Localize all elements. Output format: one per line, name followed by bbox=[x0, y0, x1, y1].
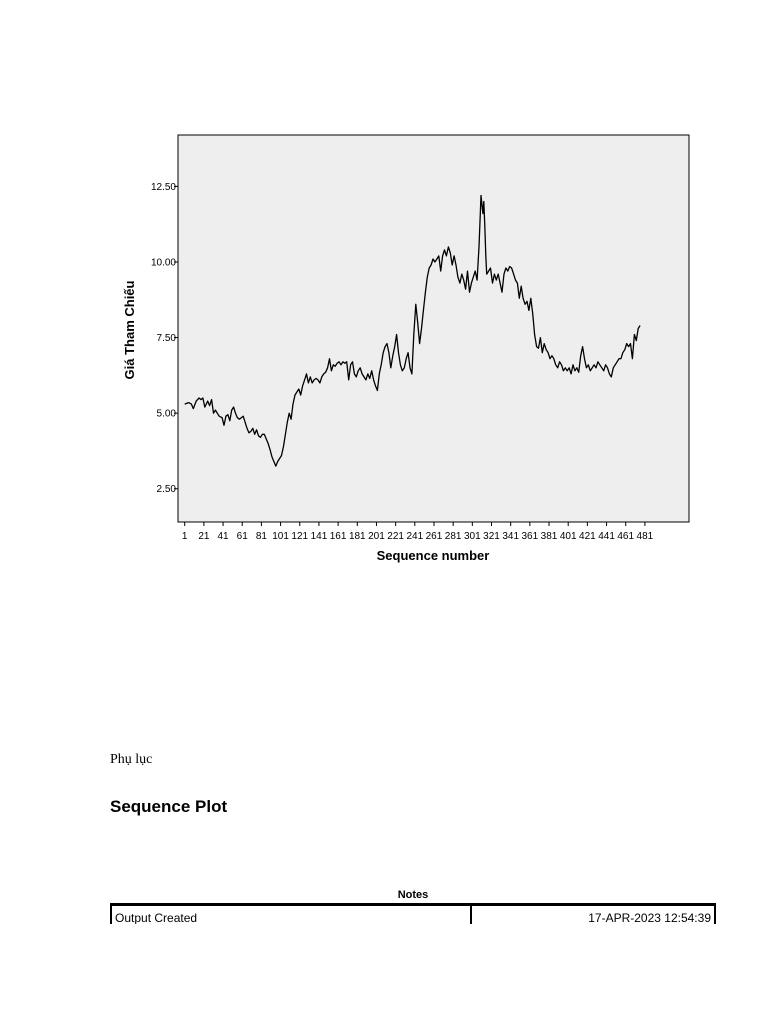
y-tick-label: 2.50 bbox=[156, 484, 176, 496]
x-axis bbox=[182, 522, 654, 542]
y-tick-label: 10.00 bbox=[150, 257, 176, 269]
x-tick-label: 381 bbox=[540, 531, 558, 542]
x-tick-label: 41 bbox=[217, 531, 229, 542]
x-tick-label: 181 bbox=[348, 531, 366, 542]
y-tick-label: 12.50 bbox=[150, 181, 176, 193]
x-tick-label: 301 bbox=[463, 531, 481, 542]
y-axis-title: Giá Tham Chiếu bbox=[122, 280, 137, 380]
x-tick-label: 141 bbox=[310, 531, 328, 542]
x-tick-label: 481 bbox=[636, 531, 654, 542]
notes-row-label: Output Created bbox=[112, 906, 472, 924]
y-axis bbox=[151, 182, 178, 495]
notes-row-value: 17-APR-2023 12:54:39 bbox=[588, 911, 711, 924]
x-tick-label: 401 bbox=[559, 531, 577, 542]
x-axis-title: Sequence number bbox=[376, 548, 490, 563]
x-tick-label: 461 bbox=[617, 531, 635, 542]
x-tick-label: 101 bbox=[272, 531, 289, 542]
notes-caption: Notes bbox=[397, 889, 429, 901]
x-tick-label: 221 bbox=[387, 531, 404, 542]
y-tick-label: 5.00 bbox=[156, 408, 176, 420]
x-tick-label: 281 bbox=[444, 531, 462, 542]
x-tick-label: 241 bbox=[406, 531, 424, 542]
notes-table bbox=[110, 903, 716, 924]
x-tick-label: 81 bbox=[255, 531, 267, 542]
y-tick-label: 7.50 bbox=[156, 333, 176, 345]
x-tick-label: 341 bbox=[502, 531, 520, 542]
x-tick-label: 201 bbox=[368, 531, 385, 542]
x-tick-label: 261 bbox=[425, 531, 443, 542]
x-tick-label: 121 bbox=[291, 531, 309, 542]
x-tick-label: 441 bbox=[598, 531, 615, 542]
section-title: Sequence Plot bbox=[110, 797, 228, 816]
x-tick-label: 61 bbox=[236, 531, 248, 542]
plot-area bbox=[178, 135, 689, 522]
appendix-label: Phụ lục bbox=[110, 752, 153, 767]
x-tick-label: 421 bbox=[579, 531, 596, 542]
x-tick-label: 361 bbox=[521, 531, 539, 542]
x-tick-label: 321 bbox=[483, 531, 500, 542]
x-tick-label: 21 bbox=[198, 531, 210, 542]
x-tick-label: 1 bbox=[181, 531, 188, 542]
x-tick-label: 161 bbox=[329, 531, 347, 542]
